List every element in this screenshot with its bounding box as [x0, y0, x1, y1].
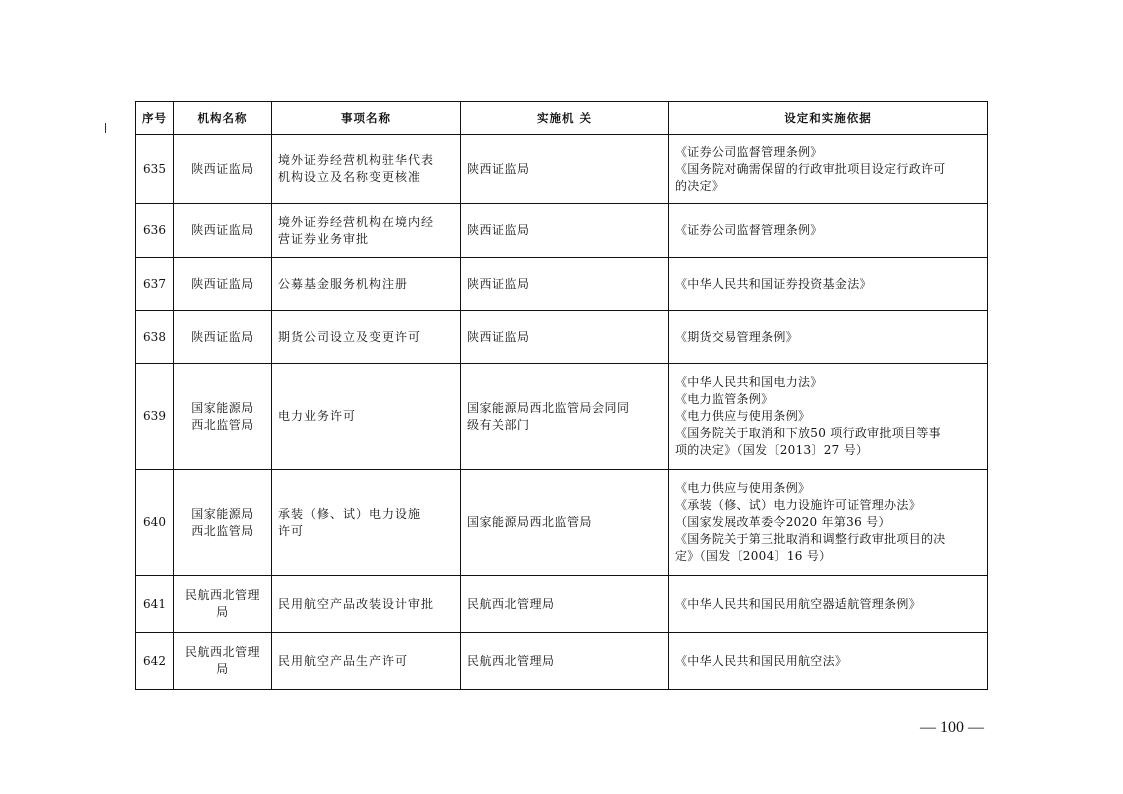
cell-org: [174, 364, 272, 470]
item-name-line: 境外证券经营机构在境内经: [278, 214, 435, 229]
cell-basis: [669, 258, 988, 311]
table-row: [136, 470, 988, 576]
cell-org: [174, 204, 272, 258]
impl-agency-line: 国家能源局西北监管局: [467, 515, 593, 529]
org-name-line: 国家能源局: [191, 506, 254, 521]
cell-item: [272, 311, 461, 364]
table-row: [136, 135, 988, 204]
impl-agency-line: 国家能源局西北监管局会同同: [467, 400, 630, 415]
item-name-line: 营证券业务审批: [278, 231, 370, 246]
cell-impl: [461, 470, 669, 576]
cell-org: [174, 311, 272, 364]
org-name-line: 民航西北管理局: [184, 645, 260, 676]
header-org: 机构名称: [174, 102, 272, 135]
cell-seq: 635: [136, 135, 174, 204]
org-name-line: 陕西证监局: [191, 329, 254, 344]
cell-item: [272, 258, 461, 311]
cell-basis: [669, 633, 988, 690]
header-basis: 设定和实施依据: [669, 102, 988, 135]
basis-line: 《证券公司监督管理条例》: [675, 144, 823, 159]
table-row: [136, 258, 988, 311]
header-impl: 实施机 关: [461, 102, 669, 135]
org-name-line: 西北监管局: [191, 417, 254, 432]
cell-basis: [669, 311, 988, 364]
cell-item: [272, 470, 461, 576]
basis-line: 《国务院对确需保留的行政审批项目设定行政许可: [675, 161, 946, 176]
cell-impl: [461, 204, 669, 258]
impl-agency-line: 民航西北管理局: [467, 596, 555, 611]
item-name-line: 机构设立及名称变更核准: [278, 170, 422, 184]
cell-org: [174, 576, 272, 633]
basis-line: （国家发展改革委令2020 年第36 号）: [675, 515, 891, 529]
item-name-line: 民用航空产品改装设计审批: [278, 596, 435, 611]
item-name-line: 公募基金服务机构注册: [278, 276, 409, 291]
basis-line: 《证券公司监督管理条例》: [675, 223, 823, 237]
item-name-line: 期货公司设立及变更许可: [278, 329, 422, 344]
cell-impl: [461, 364, 669, 470]
org-name-line: 陕西证监局: [191, 276, 254, 291]
item-name-line: 承装（修、试）电力设施: [278, 506, 422, 521]
item-name-line: 许可: [278, 523, 305, 538]
cell-impl: [461, 135, 669, 204]
basis-line: 项的决定》（国发〔2013〕27 号）: [675, 443, 869, 457]
cell-seq: 641: [136, 576, 174, 633]
table-row: [136, 576, 988, 633]
basis-line: 定》（国发〔2004〕16 号）: [675, 549, 832, 563]
table-row: [136, 204, 988, 258]
org-name-line: 国家能源局: [191, 400, 254, 415]
cell-seq: 640: [136, 470, 174, 576]
cell-org: [174, 135, 272, 204]
impl-agency-line: 陕西证监局: [467, 223, 530, 237]
cell-seq: 639: [136, 364, 174, 470]
cell-impl: [461, 258, 669, 311]
cell-basis: [669, 135, 988, 204]
margin-tick-mark: [105, 123, 106, 133]
basis-line: 《期货交易管理条例》: [675, 329, 799, 344]
cell-impl: [461, 576, 669, 633]
page-number: — 100 —: [920, 719, 984, 736]
table-header-row: [136, 102, 988, 135]
cell-item: [272, 204, 461, 258]
basis-line: 《中华人民共和国证券投资基金法》: [675, 276, 872, 291]
table-row: [136, 311, 988, 364]
table-row: [136, 633, 988, 690]
cell-org: [174, 258, 272, 311]
cell-basis: [669, 364, 988, 470]
cell-basis: [669, 576, 988, 633]
org-name-line: 民航西北管理局: [184, 588, 260, 619]
impl-agency-line: 级有关部门: [467, 417, 530, 432]
cell-basis: [669, 470, 988, 576]
impl-agency-line: 陕西证监局: [467, 329, 530, 344]
cell-seq: 636: [136, 204, 174, 258]
basis-line: 《承装（修、试）电力设施许可证管理办法》: [675, 498, 922, 512]
cell-item: [272, 633, 461, 690]
basis-line: 《中华人民共和国民用航空法》: [675, 653, 848, 668]
basis-line: 的决定》: [675, 178, 725, 193]
cell-seq: 637: [136, 258, 174, 311]
cell-item: [272, 576, 461, 633]
approval-items-table: [135, 101, 988, 690]
basis-line: 《中华人民共和国电力法》: [675, 375, 823, 389]
basis-line: 《国务院关于取消和下放50 项行政审批项目等事: [675, 426, 941, 440]
cell-org: [174, 633, 272, 690]
impl-agency-line: 民航西北管理局: [467, 653, 555, 668]
basis-line: 《电力供应与使用条例》: [675, 409, 811, 423]
cell-basis: [669, 204, 988, 258]
cell-item: [272, 364, 461, 470]
header-seq: 序号: [136, 102, 174, 135]
org-name-line: 陕西证监局: [191, 161, 254, 176]
cell-impl: [461, 311, 669, 364]
impl-agency-line: 陕西证监局: [467, 161, 530, 176]
cell-impl: [461, 633, 669, 690]
cell-seq: 638: [136, 311, 174, 364]
cell-org: [174, 470, 272, 576]
item-name-line: 民用航空产品生产许可: [278, 653, 409, 668]
impl-agency-line: 陕西证监局: [467, 276, 530, 291]
basis-line: 《电力供应与使用条例》: [675, 481, 811, 495]
table-row: [136, 364, 988, 470]
basis-line: 《中华人民共和国民用航空器适航管理条例》: [675, 596, 922, 611]
cell-item: [272, 135, 461, 204]
basis-line: 《电力监管条例》: [675, 392, 774, 406]
item-name-line: 境外证券经营机构驻华代表: [278, 153, 435, 167]
org-name-line: 西北监管局: [191, 523, 254, 538]
item-name-line: 电力业务许可: [278, 409, 357, 423]
cell-seq: 642: [136, 633, 174, 690]
header-item: 事项名称: [272, 102, 461, 135]
basis-line: 《国务院关于第三批取消和调整行政审批项目的决: [675, 532, 946, 546]
org-name-line: 陕西证监局: [191, 223, 254, 237]
